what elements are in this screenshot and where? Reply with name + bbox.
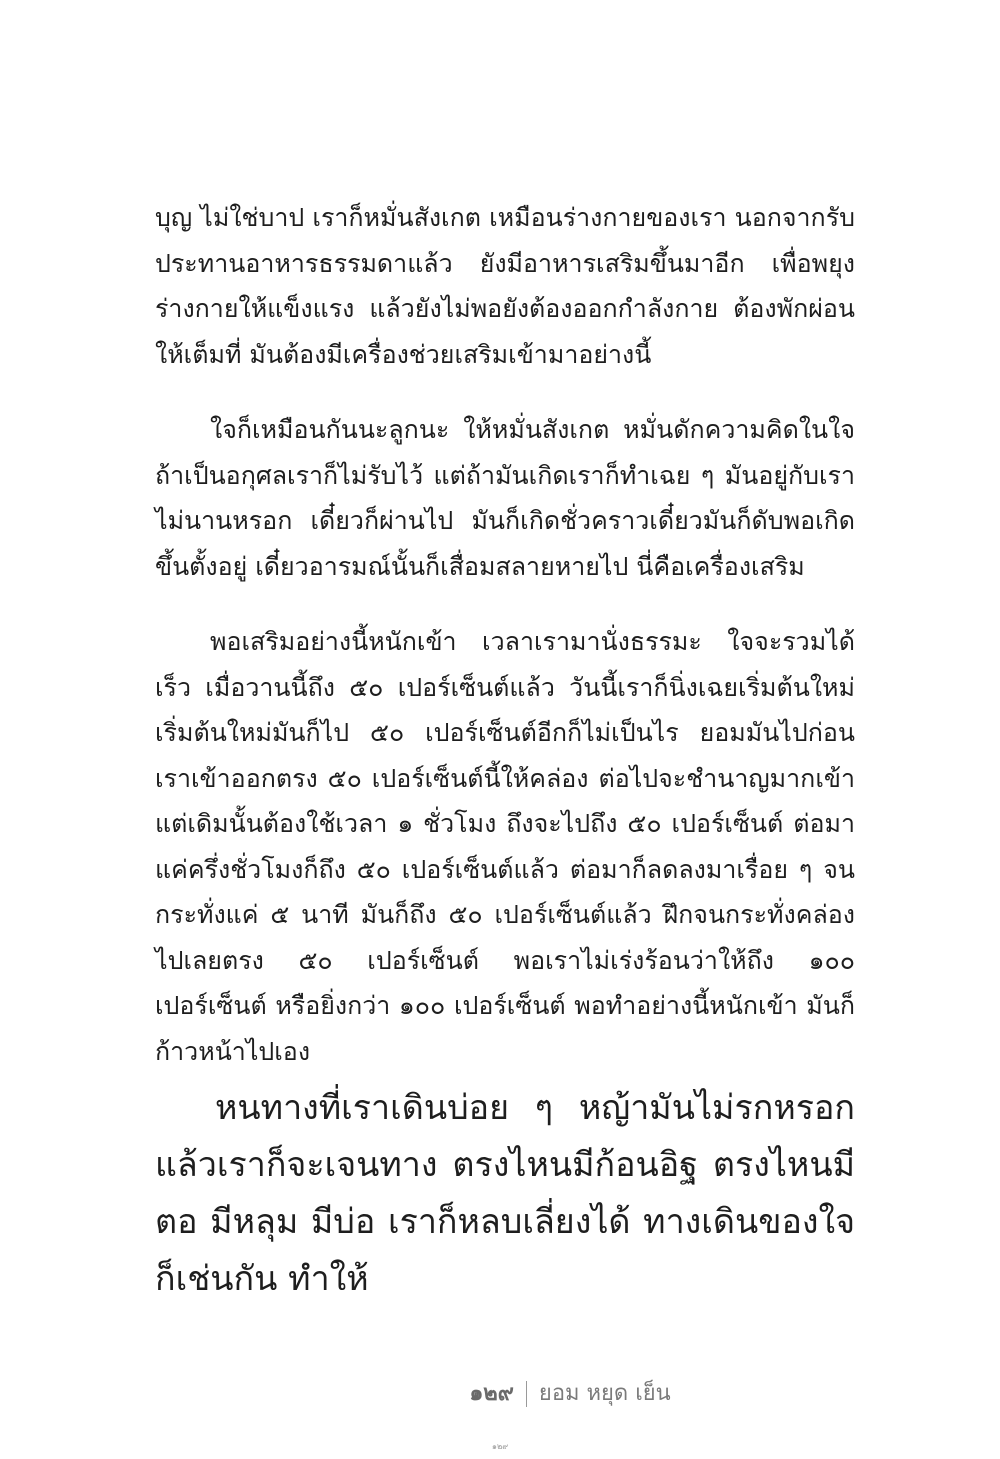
highlighted-quote: หนทางที่เราเดินบ่อย ๆ หญ้ามันไม่รกหรอก แล้วเราก็จะเจนทาง ตรงไหนมีก้อนอิฐ ตรงไหนมีตอ มีหลุม มีบ่อ เราก็หลบเลี่ยงได้ ทางเดินของใจก็เช่นกัน ทำให้ bbox=[155, 1088, 855, 1299]
footer-separator bbox=[526, 1381, 527, 1407]
page-footer bbox=[0, 1378, 1000, 1410]
paragraph-3: พอเสริมอย่างนี้หนักเข้า เวลาเรามานั่งธรรมะ ใจจะรวมได้เร็ว เมื่อวานนี้ถึง ๕๐ เปอร์เซ็นต์แล้ว วันนี้เราก็นิ่งเฉยเริ่มต้นใหม่ เริ่มต้นใหม่มันก็ไป ๕๐ เปอร์เซ็นต์อีกก็ไม่เป็นไร ยอมมันไปก่อน เราเข้าออกตรง ๕๐ เปอร์เซ็นต์นี้ให้คล่อง ต่อไปจะชำนาญมากเข้า แต่เดิมนั้นต้องใช้เวลา ๑ ชั่วโมง ถึงจะไปถึง ๕๐ เปอร์เซ็นต์ ต่อมาแค่ครึ่งชั่วโมงก็ถึง ๕๐ เปอร์เซ็นต์แล้ว ต่อมาก็ลดลงมาเรื่อย ๆ จนกระทั่งแค่ ๕ นาที มันก็ถึง ๕๐ เปอร์เซ็นต์แล้ว ฝึกจนกระทั่งคล่องไปเลยตรง ๕๐ เปอร์เซ็นต์ พอเราไม่เร่งร้อนว่าให้ถึง ๑๐๐ เปอร์เซ็นต์ หรือยิ่งกว่า ๑๐๐ เปอร์เซ็นต์ พอทำอย่างนี้หนักเข้า มันก็ก้าวหน้าไปเอง bbox=[155, 627, 855, 1066]
body-text bbox=[155, 195, 855, 1074]
paragraph-2: ใจก็เหมือนกันนะลูกนะ ให้หมั่นสังเกต หมั่นดักความคิดในใจ ถ้าเป็นอกุศลเราก็ไม่รับไว้ แต่ถ้ามันเกิดเราก็ทำเฉย ๆ มันอยู่กับเราไม่นานหรอก เดี๋ยวก็ผ่านไป มันก็เกิดชั่วคราวเดี๋ยวมันก็ดับพอเกิดขึ้นตั้งอยู่ เดี๋ยวอารมณ์นั้นก็เสื่อมสลายหายไป นี่คือเครื่องเสริม bbox=[155, 415, 855, 581]
bottom-page-mark: ๑๒๙ bbox=[491, 1442, 509, 1451]
book-title: ยอม หยุด เย็น bbox=[538, 1381, 671, 1406]
page-number: ๑๒๙ bbox=[469, 1381, 514, 1406]
paragraph-1: บุญ ไม่ใช่บาป เราก็หมั่นสังเกต เหมือนร่างกายของเรา นอกจากรับประทานอาหารธรรมดาแล้ว ยังมีอาหารเสริมขึ้นมาอีก เพื่อพยุงร่างกายให้แข็งแรง แล้วยังไม่พอยังต้องออกกำลังกาย ต้องพักผ่อนให้เต็มที่ มันต้องมีเครื่องช่วยเสริมเข้ามาอย่างนี้ bbox=[155, 203, 855, 369]
